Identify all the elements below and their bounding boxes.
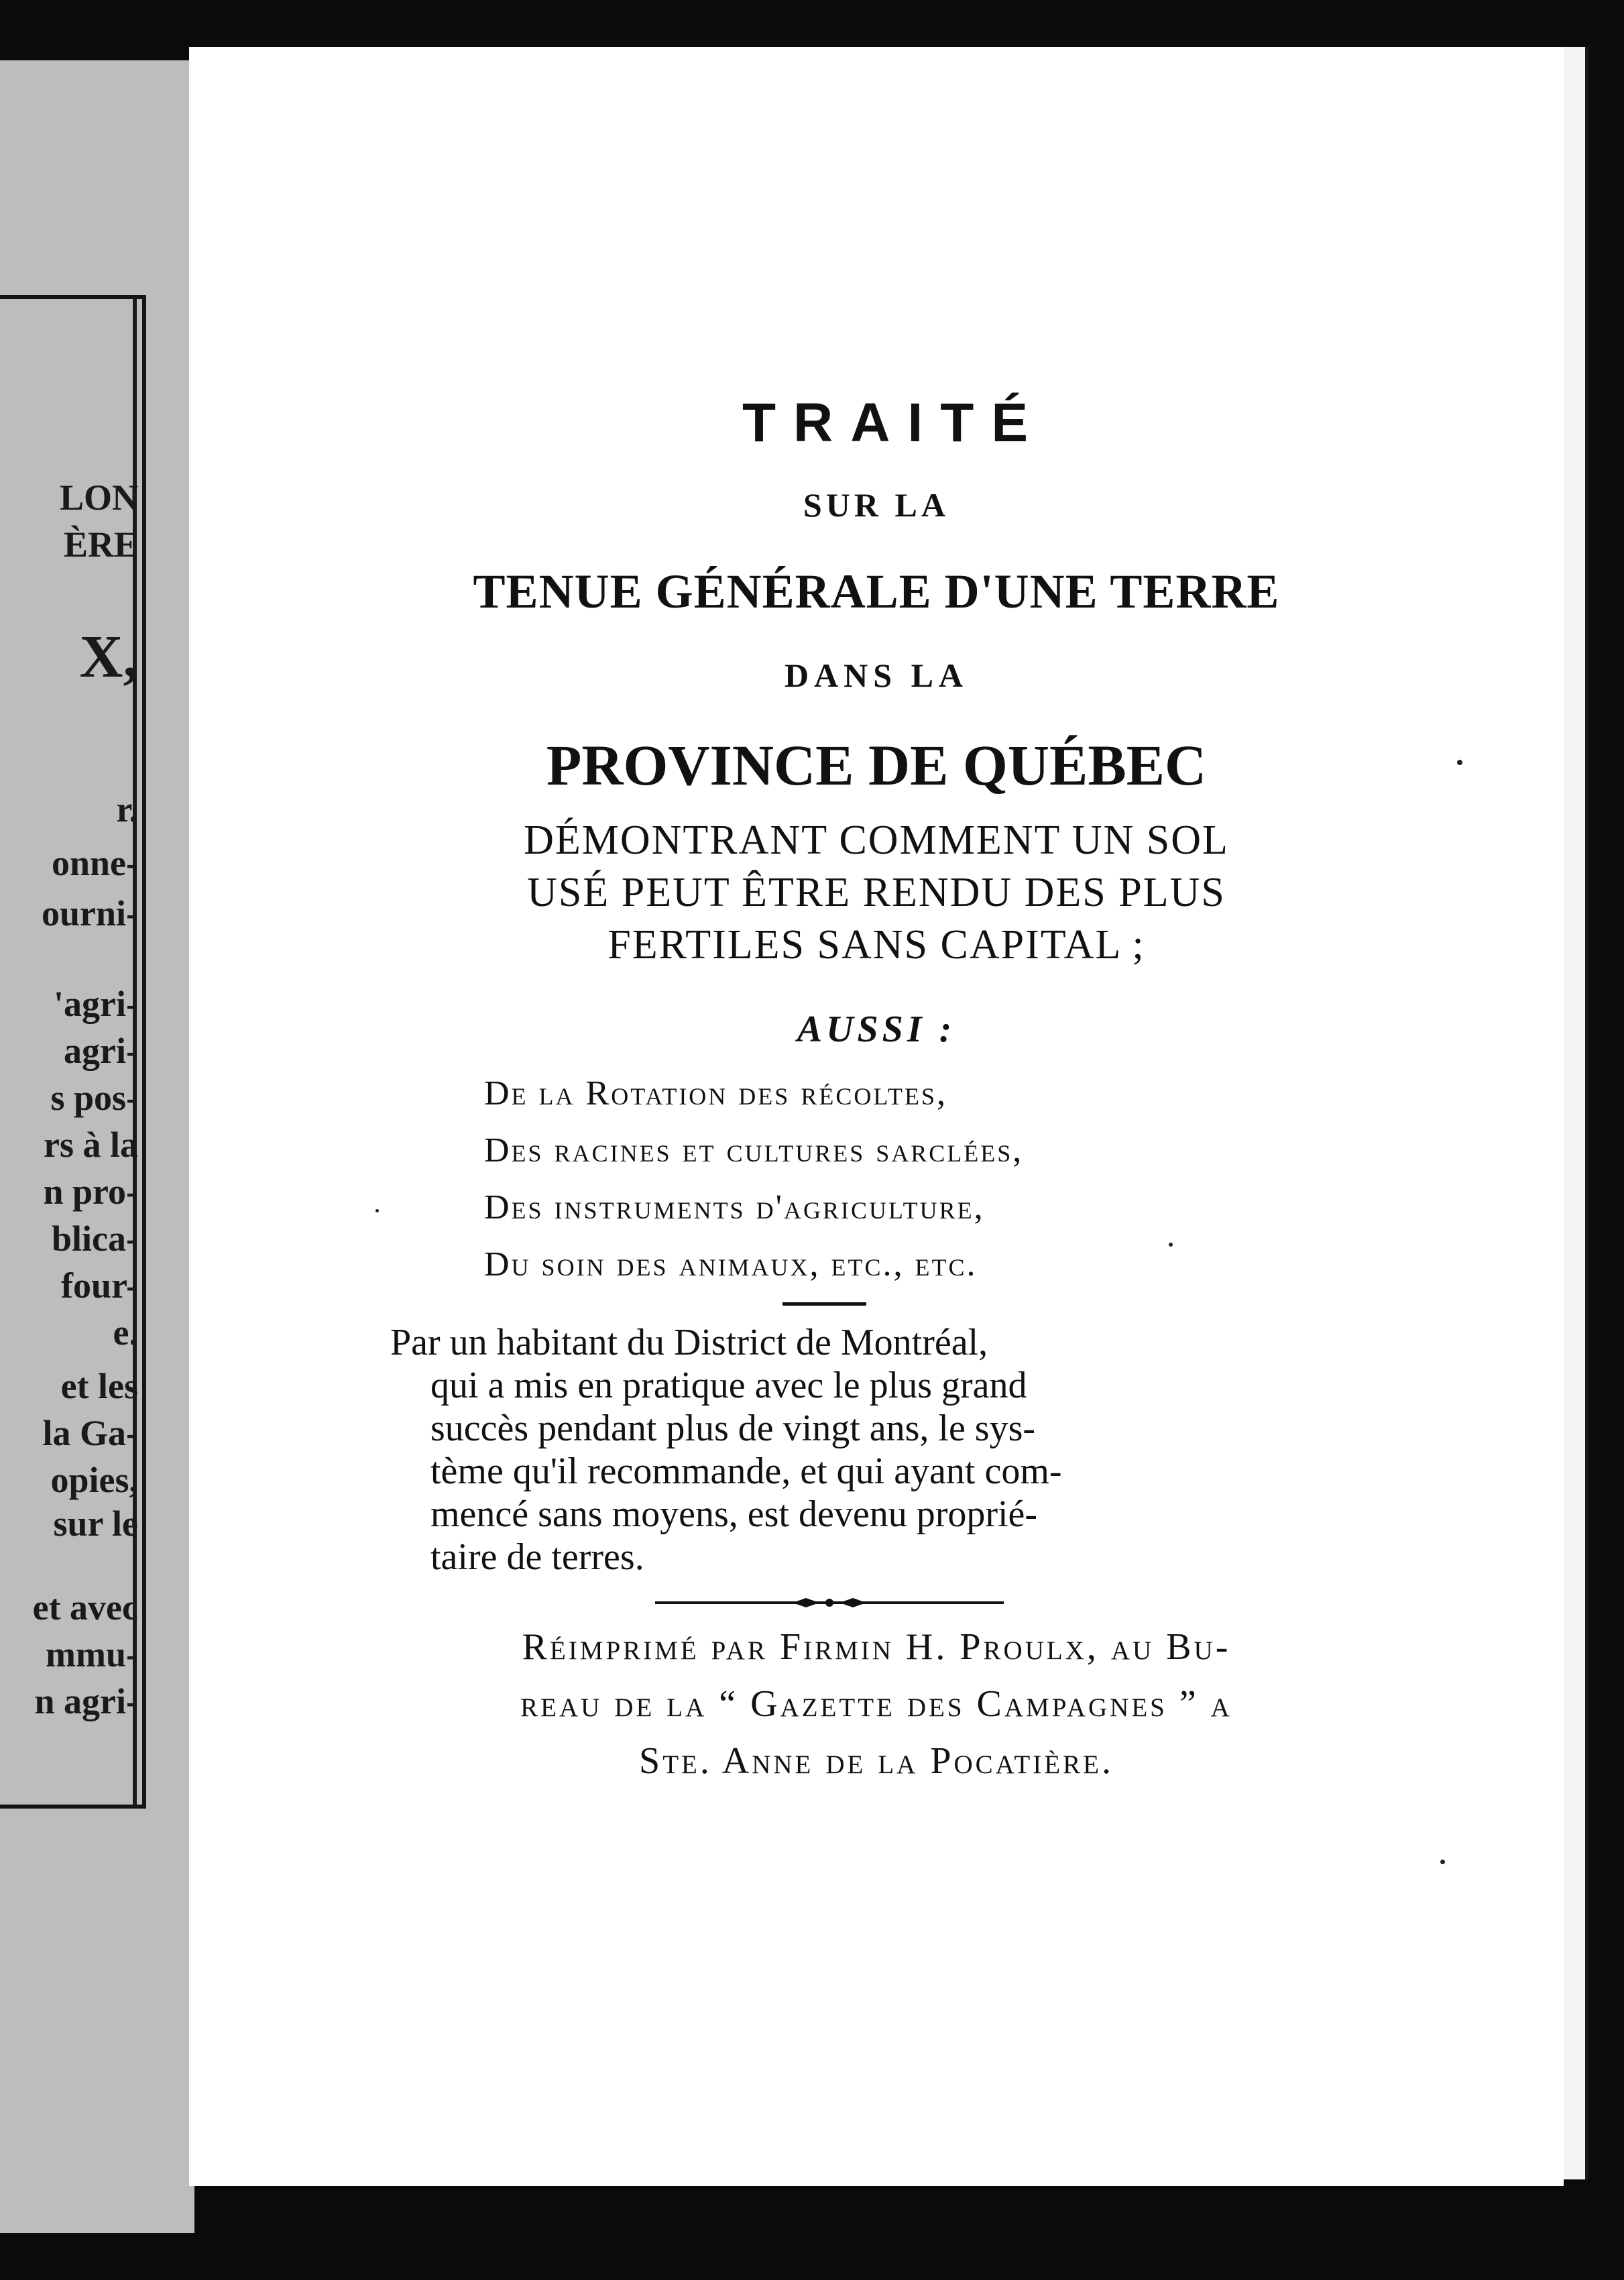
adjacent-page-fragment — [0, 60, 194, 2233]
dust-speck — [375, 1209, 379, 1212]
adjacent-page-text: mmu- — [46, 1634, 138, 1674]
author-line: tème qu'il recommande, et qui ayant com- — [430, 1450, 1062, 1492]
adjacent-page-text: 'agri- — [54, 984, 138, 1024]
subtitle-main: TENUE GÉNÉRALE D'UNE TERRE — [473, 565, 1280, 618]
author-line: mencé sans moyens, est devenu proprié- — [430, 1493, 1038, 1535]
subtitle-connector: SUR LA — [803, 486, 949, 524]
title-page-content — [189, 47, 1564, 2186]
short-rule — [782, 1302, 866, 1306]
dust-speck — [1169, 1243, 1173, 1247]
adjacent-page-text: r. — [116, 789, 138, 830]
adjacent-page-text: ÈRE — [63, 524, 138, 565]
main-title: TRAITÉ — [742, 392, 1046, 453]
title-page — [189, 47, 1564, 2186]
adjacent-page-text: LON — [59, 477, 138, 518]
topic-item: Des instruments d'agriculture, — [484, 1188, 985, 1227]
author-line: taire de terres. — [430, 1536, 644, 1578]
author-line: succès pendant plus de vingt ans, le sys- — [430, 1408, 1036, 1449]
imprint-line: Ste. Anne de la Pocatière. — [639, 1740, 1114, 1782]
adjacent-page-text: e. — [113, 1312, 138, 1353]
imprint-line: reau de la “ Gazette des Campagnes ” a — [520, 1683, 1232, 1725]
topic-item: De la Rotation des récoltes, — [484, 1074, 948, 1113]
topic-item: Des racines et cultures sarclées, — [484, 1131, 1024, 1170]
adjacent-page-text: et les — [60, 1366, 138, 1406]
imprint-line: Réimprimé par Firmin H. Proulx, au Bu- — [522, 1626, 1231, 1668]
adjacent-page-text: ourni- — [41, 893, 138, 933]
adjacent-page-text: blica- — [52, 1218, 138, 1259]
adjacent-page-text: four- — [61, 1265, 138, 1306]
dust-speck — [1440, 1860, 1445, 1864]
ornamental-rule — [655, 1597, 1004, 1608]
topic-item: Du soin des animaux, etc., etc. — [484, 1245, 978, 1284]
adjacent-page-text: opies, — [50, 1460, 138, 1500]
adjacent-page-text: agri- — [64, 1031, 138, 1071]
dust-speck — [1457, 760, 1462, 765]
adjacent-page-text: la Ga- — [42, 1413, 138, 1453]
author-line: Par un habitant du District de Montréal, — [390, 1322, 988, 1363]
author-statement — [390, 1321, 1436, 1579]
adjacent-page-text: s pos- — [50, 1078, 138, 1118]
description-line: DÉMONTRANT COMMENT UN SOL — [524, 817, 1229, 863]
adjacent-page-text: n pro- — [43, 1172, 138, 1212]
adjacent-page-text: X, — [79, 624, 138, 690]
adjacent-page-text: n agri- — [34, 1681, 138, 1721]
author-line: qui a mis en pratique avec le plus grand — [430, 1365, 1027, 1406]
adjacent-page-text: rs à la — [44, 1125, 138, 1165]
adjacent-page-text: et avec — [32, 1587, 138, 1628]
description-line: FERTILES SANS CAPITAL ; — [607, 922, 1145, 968]
adjacent-page-text: sur le — [53, 1503, 138, 1544]
aussi-heading: AUSSI : — [797, 1009, 956, 1050]
subtitle-connector-2: DANS LA — [784, 657, 969, 694]
province-heading: PROVINCE DE QUÉBEC — [546, 733, 1207, 797]
adjacent-page-text: onne- — [51, 843, 138, 883]
description-line: USÉ PEUT ÊTRE RENDU DES PLUS — [527, 870, 1226, 915]
